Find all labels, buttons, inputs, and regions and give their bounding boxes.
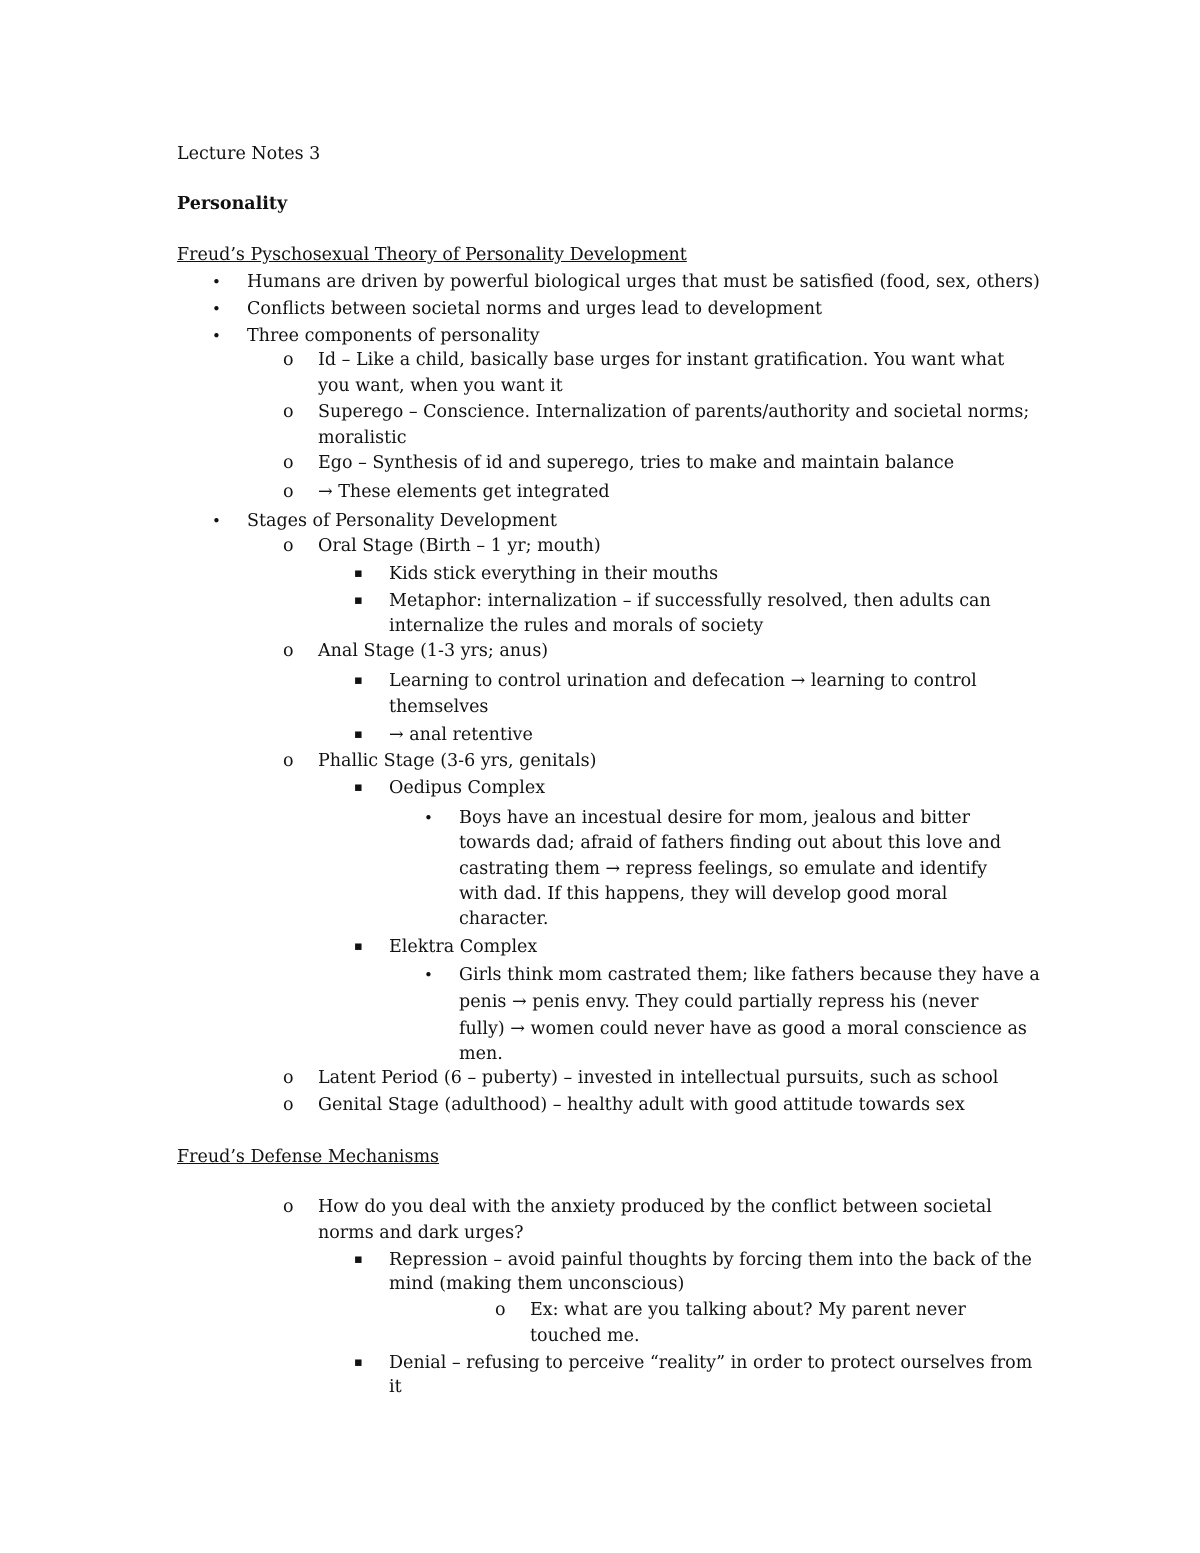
- circle-bullet-icon: o: [283, 482, 294, 502]
- circle-bullet-icon: o: [283, 453, 294, 473]
- list-item: Denial – refusing to perceive “reality” in order to protect ourselves from: [389, 1353, 1033, 1373]
- document-title: Lecture Notes 3: [177, 144, 321, 164]
- list-item: Humans are driven by powerful biological urges that must be satisfied (food, sex, others): [247, 272, 1040, 292]
- list-item: Oedipus Complex: [389, 778, 546, 798]
- circle-bullet-icon: o: [283, 641, 294, 661]
- arrow-right-icon: →: [510, 1019, 525, 1039]
- list-item-continuation: men.: [459, 1044, 503, 1064]
- list-item-continuation: internalize the rules and morals of society: [389, 616, 764, 636]
- circle-bullet-icon: o: [283, 350, 294, 370]
- list-item-continuation: mind (making them unconscious): [389, 1274, 685, 1294]
- square-bullet-icon: ▪: [354, 566, 363, 581]
- list-item-continuation: touched me.: [530, 1326, 640, 1346]
- list-item: Boys have an incestual desire for mom, jealous and bitter: [459, 808, 970, 828]
- list-item: Elektra Complex: [389, 937, 538, 957]
- circle-bullet-icon: o: [283, 1197, 294, 1217]
- subheading-defense-mechanisms: Freud’s Defense Mechanisms: [177, 1147, 440, 1167]
- square-bullet-icon: ▪: [354, 727, 363, 742]
- list-item: Metaphor: internalization – if successfully resolved, then adults can: [389, 591, 991, 611]
- list-item: Repression – avoid painful thoughts by forcing them into the back of the: [389, 1250, 1032, 1270]
- list-item: → These elements get integrated: [318, 482, 610, 502]
- list-item: Oral Stage (Birth – 1 yr; mouth): [318, 536, 601, 556]
- circle-bullet-icon: o: [283, 751, 294, 771]
- square-bullet-icon: ▪: [354, 1355, 363, 1370]
- list-item-continuation: penis → penis envy. They could partially repress his (never: [459, 992, 979, 1012]
- list-item: Ex: what are you talking about? My parent never: [530, 1300, 966, 1320]
- circle-bullet-icon: o: [283, 1068, 294, 1088]
- list-item: How do you deal with the anxiety produced by the conflict between societal: [318, 1197, 992, 1217]
- list-item-continuation: moralistic: [318, 428, 407, 448]
- square-bullet-icon: ▪: [354, 1252, 363, 1267]
- list-item-continuation: it: [389, 1377, 402, 1397]
- arrow-right-icon: →: [318, 482, 333, 502]
- list-item: Girls think mom castrated them; like fathers because they have a: [459, 965, 1040, 985]
- square-bullet-icon: ▪: [354, 593, 363, 608]
- square-bullet-icon: ▪: [354, 673, 363, 688]
- bullet-icon: •: [424, 966, 433, 984]
- circle-bullet-icon: o: [495, 1300, 506, 1320]
- square-bullet-icon: ▪: [354, 780, 363, 795]
- list-item: Learning to control urination and defecation → learning to control: [389, 671, 977, 691]
- list-item: Ego – Synthesis of id and superego, tries to make and maintain balance: [318, 453, 955, 473]
- section-heading-personality: Personality: [177, 194, 288, 214]
- list-item-continuation: with dad. If this happens, they will develop good moral: [459, 884, 948, 904]
- circle-bullet-icon: o: [283, 1095, 294, 1115]
- list-item: Superego – Conscience. Internalization of parents/authority and societal norms;: [318, 402, 1030, 422]
- list-item-continuation: castrating them → repress feelings, so emulate and identify: [459, 859, 988, 879]
- circle-bullet-icon: o: [283, 402, 294, 422]
- list-item-continuation: towards dad; afraid of fathers finding out about this love and: [459, 833, 1002, 853]
- list-item-continuation: character.: [459, 909, 549, 929]
- bullet-icon: •: [212, 273, 221, 291]
- square-bullet-icon: ▪: [354, 939, 363, 954]
- list-item-continuation: you want, when you want it: [318, 376, 563, 396]
- subheading-psychosexual-theory: Freud’s Pyschosexual Theory of Personality Development: [177, 245, 687, 265]
- arrow-right-icon: →: [605, 859, 621, 879]
- bullet-icon: •: [212, 300, 221, 318]
- list-item: Id – Like a child, basically base urges for instant gratification. You want what: [318, 350, 1005, 370]
- bullet-icon: •: [424, 809, 433, 827]
- list-item: Three components of personality: [247, 326, 540, 346]
- list-item: Anal Stage (1-3 yrs; anus): [318, 641, 549, 661]
- circle-bullet-icon: o: [283, 536, 294, 556]
- list-item-continuation: norms and dark urges?: [318, 1223, 524, 1243]
- list-item: → anal retentive: [389, 725, 533, 745]
- arrow-right-icon: →: [790, 671, 806, 691]
- arrow-right-icon: →: [512, 992, 527, 1012]
- list-item: Conflicts between societal norms and urges lead to development: [247, 299, 823, 319]
- list-item: Genital Stage (adulthood) – healthy adult with good attitude towards sex: [318, 1095, 965, 1115]
- list-item: Stages of Personality Development: [247, 511, 557, 531]
- list-item-continuation: fully) → women could never have as good a moral conscience as: [459, 1019, 1027, 1039]
- bullet-icon: •: [212, 512, 221, 530]
- list-item: Phallic Stage (3-6 yrs, genitals): [318, 751, 597, 771]
- list-item-continuation: themselves: [389, 697, 489, 717]
- list-item: Kids stick everything in their mouths: [389, 564, 719, 584]
- list-item: Latent Period (6 – puberty) – invested in intellectual pursuits, such as school: [318, 1068, 999, 1088]
- bullet-icon: •: [212, 327, 221, 345]
- arrow-right-icon: →: [389, 725, 404, 745]
